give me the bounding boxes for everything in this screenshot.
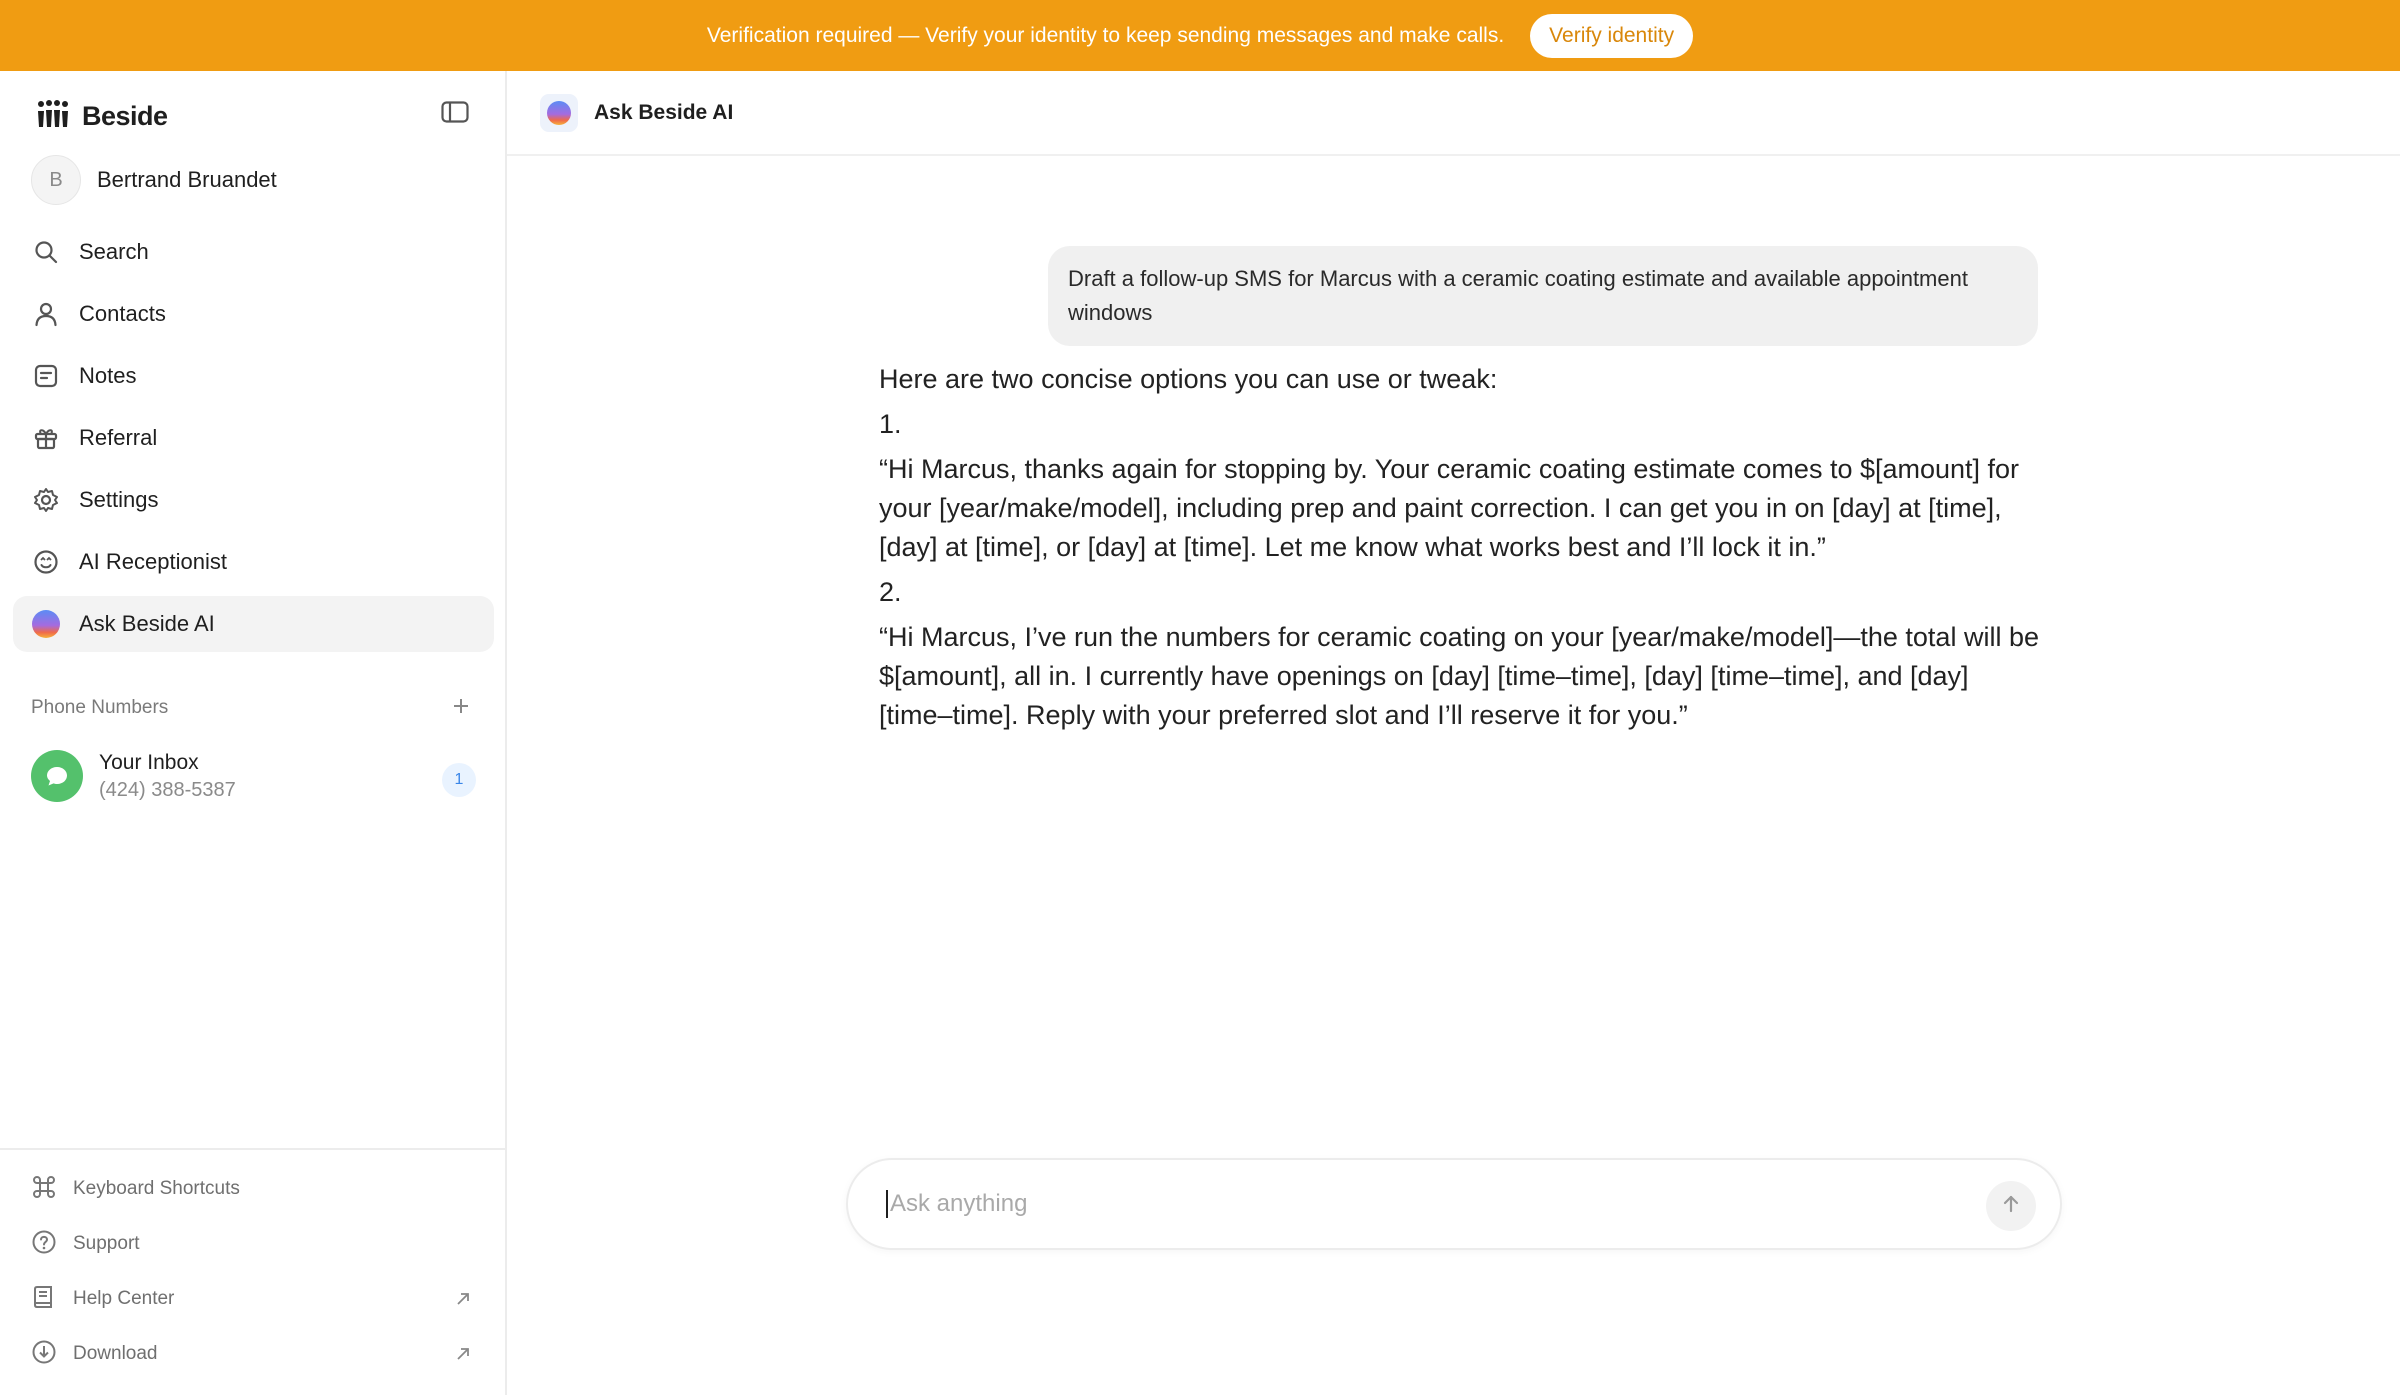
ai-orb-icon — [540, 94, 578, 132]
sidebar-item-contacts[interactable] — [13, 286, 494, 342]
external-link-icon — [450, 1286, 476, 1312]
divider — [0, 1148, 505, 1150]
user-profile[interactable] — [31, 153, 277, 207]
page-title: Ask Beside AI — [594, 100, 734, 124]
sidebar-item-label: Contacts — [79, 301, 166, 326]
help-circle-icon — [31, 1229, 57, 1260]
external-link-icon — [450, 1341, 476, 1367]
download-icon — [31, 1339, 57, 1370]
inbox-name: Your Inbox — [99, 750, 199, 774]
beside-logo-icon — [36, 99, 70, 134]
sidebar-toggle-button[interactable] — [440, 99, 470, 129]
sidebar-item-label: Settings — [79, 487, 159, 512]
keyboard-shortcuts-link[interactable] — [31, 1169, 476, 1209]
send-button[interactable] — [1986, 1181, 2036, 1231]
phone-numbers-header — [31, 693, 474, 723]
sidebar-item-search[interactable] — [13, 224, 494, 280]
sidebar-item-label: Ask Beside AI — [79, 611, 215, 636]
footer-label: Support — [73, 1233, 140, 1254]
inbox-item[interactable] — [31, 742, 476, 810]
chat-header — [507, 71, 2400, 156]
brand-name: Beside — [82, 100, 168, 131]
inbox-text — [99, 751, 236, 802]
banner-text: Verification required — Verify your identity to keep sending messages and make calls. — [706, 23, 1505, 47]
note-icon — [31, 361, 61, 391]
sidebar-item-label: Referral — [79, 425, 158, 450]
arrow-up-icon — [2000, 1193, 2022, 1220]
download-link[interactable] — [31, 1334, 476, 1374]
reply-intro: Here are two concise options you can use or tweak: — [879, 364, 1498, 394]
sidebar-item-settings[interactable] — [13, 472, 494, 528]
option-number: 2. — [879, 577, 902, 607]
sidebar-item-ai-receptionist[interactable] — [13, 534, 494, 590]
sidebar-item-ask-beside-ai[interactable] — [13, 596, 494, 652]
footer-label: Keyboard Shortcuts — [73, 1178, 240, 1199]
unread-badge: 1 — [442, 763, 476, 797]
sidebar-item-label: AI Receptionist — [79, 549, 227, 574]
ai-orb-icon — [31, 609, 61, 639]
gear-icon — [31, 485, 61, 515]
command-icon — [31, 1174, 57, 1205]
footer-label: Download — [73, 1343, 158, 1364]
sidebar-nav — [13, 224, 494, 658]
verify-identity-button[interactable]: Verify identity — [1530, 14, 1693, 58]
inbox-phone: (424) 388-5387 — [99, 778, 236, 801]
person-icon — [31, 299, 61, 329]
gift-icon — [31, 423, 61, 453]
sidebar-item-notes[interactable] — [13, 348, 494, 404]
sidebar-toggle-icon — [441, 101, 469, 128]
support-link[interactable] — [31, 1224, 476, 1264]
receptionist-icon — [31, 547, 61, 577]
verification-banner — [0, 0, 2400, 71]
brand[interactable] — [36, 96, 168, 136]
ask-input[interactable] — [890, 1190, 1970, 1218]
main-panel — [507, 71, 2400, 1395]
option-text: “Hi Marcus, I’ve run the numbers for ceramic coating on your [year/make/model]—the total will be $[amount], all in. I currently have openings on [day] [time–time], [day] [time–time], and [day] [time–time]. Reply with your preferred slot and I’ll reserve it for you.” — [879, 622, 2039, 730]
plus-icon — [451, 696, 471, 721]
search-icon — [31, 237, 61, 267]
composer — [846, 1158, 2062, 1250]
add-phone-number-button[interactable] — [448, 695, 474, 721]
sidebar-item-referral[interactable] — [13, 410, 494, 466]
sidebar-item-label: Search — [79, 239, 149, 264]
assistant-reply — [879, 360, 2039, 741]
phone-numbers-title: Phone Numbers — [31, 697, 169, 718]
option-text: “Hi Marcus, thanks again for stopping by. Your ceramic coating estimate comes to $[amount] for your [year/make/model], including prep and paint correction. I can get you in on [day] at [time], [day] at [time], or [day] at [time]. Let me know what works best and I’ll lock it in.” — [879, 454, 2020, 562]
help-center-link[interactable] — [31, 1279, 476, 1319]
sidebar — [0, 71, 507, 1395]
text-caret — [886, 1190, 888, 1218]
sidebar-item-label: Notes — [79, 363, 137, 388]
user-message-bubble: Draft a follow-up SMS for Marcus with a ceramic coating estimate and available appointment windows — [1048, 246, 2038, 346]
footer-label: Help Center — [73, 1288, 175, 1309]
chat-bubble-icon — [31, 750, 83, 802]
option-number: 1. — [879, 409, 902, 439]
book-icon — [31, 1284, 57, 1315]
avatar: B — [31, 155, 81, 205]
user-name: Bertrand Bruandet — [97, 167, 277, 192]
